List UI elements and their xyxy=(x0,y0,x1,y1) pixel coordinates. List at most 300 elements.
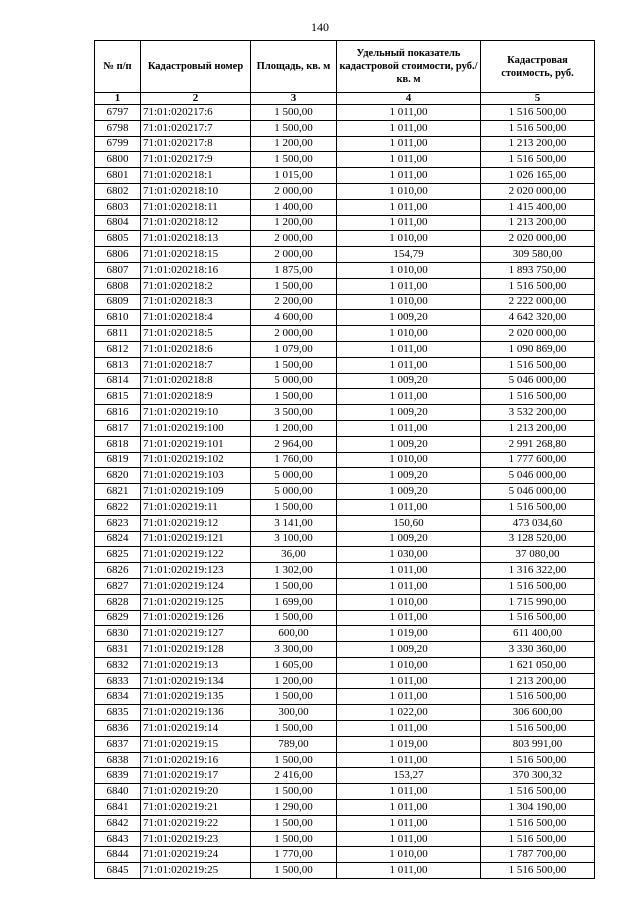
row-number-cell: 6837 xyxy=(95,736,141,752)
unit-value-cell: 1 011,00 xyxy=(337,136,481,152)
cadastral-number-cell: 71:01:020219:12 xyxy=(141,515,251,531)
unit-value-cell: 1 009,20 xyxy=(337,373,481,389)
area-cell: 1 500,00 xyxy=(251,863,337,879)
row-number-cell: 6797 xyxy=(95,105,141,121)
unit-value-cell: 1 011,00 xyxy=(337,152,481,168)
cadastral-number-cell: 71:01:020217:7 xyxy=(141,120,251,136)
cadastral-value-cell: 1 213 200,00 xyxy=(481,215,595,231)
unit-value-cell: 1 010,00 xyxy=(337,657,481,673)
cadastral-value-cell: 2 991 268,80 xyxy=(481,436,595,452)
cadastral-value-cell: 1 516 500,00 xyxy=(481,389,595,405)
cadastral-value-cell: 5 046 000,00 xyxy=(481,373,595,389)
unit-value-cell: 1 011,00 xyxy=(337,578,481,594)
cadastral-value-cell: 3 128 520,00 xyxy=(481,531,595,547)
unit-value-cell: 1 019,00 xyxy=(337,626,481,642)
table-row xyxy=(95,863,595,879)
cadastral-value-cell: 1 787 700,00 xyxy=(481,847,595,863)
row-number-cell: 6838 xyxy=(95,752,141,768)
unit-value-cell: 1 009,20 xyxy=(337,484,481,500)
unit-value-cell: 1 011,00 xyxy=(337,831,481,847)
cadastral-number-cell: 71:01:020219:136 xyxy=(141,705,251,721)
area-cell: 1 875,00 xyxy=(251,262,337,278)
area-cell: 1 500,00 xyxy=(251,105,337,121)
cadastral-number-cell: 71:01:020218:9 xyxy=(141,389,251,405)
table-row xyxy=(95,136,595,152)
cadastral-number-cell: 71:01:020219:135 xyxy=(141,689,251,705)
header-row-number: № п/п xyxy=(95,41,141,93)
cadastral-number-cell: 71:01:020219:127 xyxy=(141,626,251,642)
area-cell: 1 500,00 xyxy=(251,752,337,768)
area-cell: 1 500,00 xyxy=(251,120,337,136)
table-row xyxy=(95,594,595,610)
table-row xyxy=(95,152,595,168)
table-row xyxy=(95,436,595,452)
row-number-cell: 6810 xyxy=(95,310,141,326)
area-cell: 3 500,00 xyxy=(251,405,337,421)
area-cell: 1 500,00 xyxy=(251,689,337,705)
header-cadastral-value: Кадастровая стоимость, руб. xyxy=(481,41,595,93)
cadastral-number-cell: 71:01:020219:16 xyxy=(141,752,251,768)
area-cell: 2 000,00 xyxy=(251,247,337,263)
unit-value-cell: 1 011,00 xyxy=(337,389,481,405)
table-row xyxy=(95,215,595,231)
area-cell: 1 500,00 xyxy=(251,152,337,168)
cadastral-value-cell: 4 642 320,00 xyxy=(481,310,595,326)
cadastral-number-cell: 71:01:020219:14 xyxy=(141,721,251,737)
area-cell: 2 964,00 xyxy=(251,436,337,452)
row-number-cell: 6811 xyxy=(95,326,141,342)
cadastral-value-cell: 1 516 500,00 xyxy=(481,610,595,626)
area-cell: 2 000,00 xyxy=(251,326,337,342)
cadastral-value-cell: 2 020 000,00 xyxy=(481,183,595,199)
area-cell: 36,00 xyxy=(251,547,337,563)
table-row xyxy=(95,199,595,215)
cadastral-number-cell: 71:01:020219:109 xyxy=(141,484,251,500)
unit-value-cell: 1 011,00 xyxy=(337,815,481,831)
cadastral-value-cell: 2 020 000,00 xyxy=(481,326,595,342)
area-cell: 1 605,00 xyxy=(251,657,337,673)
cadastral-value-cell: 1 026 165,00 xyxy=(481,168,595,184)
row-number-cell: 6820 xyxy=(95,468,141,484)
unit-value-cell: 1 009,20 xyxy=(337,531,481,547)
table-row xyxy=(95,531,595,547)
table-row xyxy=(95,262,595,278)
row-number-cell: 6802 xyxy=(95,183,141,199)
row-number-cell: 6813 xyxy=(95,357,141,373)
cadastral-value-cell: 611 400,00 xyxy=(481,626,595,642)
cadastral-value-cell: 1 213 200,00 xyxy=(481,673,595,689)
area-cell: 3 300,00 xyxy=(251,642,337,658)
unit-value-cell: 1 011,00 xyxy=(337,420,481,436)
row-number-cell: 6827 xyxy=(95,578,141,594)
cadastral-value-cell: 1 516 500,00 xyxy=(481,689,595,705)
area-cell: 1 290,00 xyxy=(251,800,337,816)
cadastral-value-cell: 1 213 200,00 xyxy=(481,136,595,152)
cadastral-value-cell: 1 304 190,00 xyxy=(481,800,595,816)
cadastral-number-cell: 71:01:020219:21 xyxy=(141,800,251,816)
table-row xyxy=(95,499,595,515)
row-number-cell: 6800 xyxy=(95,152,141,168)
cadastral-value-cell: 1 516 500,00 xyxy=(481,815,595,831)
table-row xyxy=(95,389,595,405)
row-number-cell: 6823 xyxy=(95,515,141,531)
row-number-cell: 6829 xyxy=(95,610,141,626)
area-cell: 300,00 xyxy=(251,705,337,721)
row-number-cell: 6836 xyxy=(95,721,141,737)
area-cell: 5 000,00 xyxy=(251,468,337,484)
row-number-cell: 6812 xyxy=(95,341,141,357)
row-number-cell: 6816 xyxy=(95,405,141,421)
cadastral-number-cell: 71:01:020218:1 xyxy=(141,168,251,184)
unit-value-cell: 1 010,00 xyxy=(337,231,481,247)
table-row xyxy=(95,452,595,468)
row-number-cell: 6814 xyxy=(95,373,141,389)
unit-value-cell: 1 011,00 xyxy=(337,784,481,800)
unit-value-cell: 1 011,00 xyxy=(337,341,481,357)
cadastral-value-cell: 306 600,00 xyxy=(481,705,595,721)
cadastral-number-cell: 71:01:020219:100 xyxy=(141,420,251,436)
row-number-cell: 6844 xyxy=(95,847,141,863)
table-row xyxy=(95,168,595,184)
area-cell: 5 000,00 xyxy=(251,484,337,500)
cadastral-value-cell: 1 516 500,00 xyxy=(481,752,595,768)
area-cell: 5 000,00 xyxy=(251,373,337,389)
row-number-cell: 6830 xyxy=(95,626,141,642)
area-cell: 1 760,00 xyxy=(251,452,337,468)
cadastral-number-cell: 71:01:020219:11 xyxy=(141,499,251,515)
table-row xyxy=(95,183,595,199)
header-unit-value: Удельный показатель кадастровой стоимости, руб./кв. м xyxy=(337,41,481,93)
unit-value-cell: 1 011,00 xyxy=(337,673,481,689)
unit-value-cell: 1 011,00 xyxy=(337,168,481,184)
area-cell: 1 200,00 xyxy=(251,420,337,436)
cadastral-number-cell: 71:01:020219:124 xyxy=(141,578,251,594)
unit-value-cell: 1 011,00 xyxy=(337,800,481,816)
area-cell: 1 079,00 xyxy=(251,341,337,357)
table-row xyxy=(95,768,595,784)
area-cell: 1 015,00 xyxy=(251,168,337,184)
unit-value-cell: 1 022,00 xyxy=(337,705,481,721)
cadastral-value-cell: 473 034,60 xyxy=(481,515,595,531)
row-number-cell: 6809 xyxy=(95,294,141,310)
cadastral-number-cell: 71:01:020218:11 xyxy=(141,199,251,215)
unit-value-cell: 154,79 xyxy=(337,247,481,263)
row-number-cell: 6843 xyxy=(95,831,141,847)
cadastral-number-cell: 71:01:020219:22 xyxy=(141,815,251,831)
row-number-cell: 6835 xyxy=(95,705,141,721)
cadastral-value-cell: 1 516 500,00 xyxy=(481,120,595,136)
area-cell: 1 500,00 xyxy=(251,357,337,373)
cadastral-number-cell: 71:01:020219:17 xyxy=(141,768,251,784)
cadastral-number-cell: 71:01:020219:13 xyxy=(141,657,251,673)
table-row xyxy=(95,610,595,626)
unit-value-cell: 1 011,00 xyxy=(337,499,481,515)
table-row xyxy=(95,642,595,658)
cadastral-value-cell: 1 516 500,00 xyxy=(481,105,595,121)
area-cell: 1 500,00 xyxy=(251,721,337,737)
page-number: 140 xyxy=(311,20,329,34)
cadastral-value-cell: 1 316 322,00 xyxy=(481,563,595,579)
row-number-cell: 6803 xyxy=(95,199,141,215)
table-row xyxy=(95,294,595,310)
unit-value-cell: 1 009,20 xyxy=(337,642,481,658)
table-row xyxy=(95,547,595,563)
area-cell: 1 200,00 xyxy=(251,136,337,152)
unit-value-cell: 1 011,00 xyxy=(337,863,481,879)
row-number-cell: 6826 xyxy=(95,563,141,579)
unit-value-cell: 1 011,00 xyxy=(337,610,481,626)
unit-value-cell: 1 010,00 xyxy=(337,452,481,468)
row-number-cell: 6817 xyxy=(95,420,141,436)
column-number: 2 xyxy=(141,93,251,105)
header-cadastral-number: Кадастровый номер xyxy=(141,41,251,93)
cadastral-value-cell: 1 090 869,00 xyxy=(481,341,595,357)
table-row xyxy=(95,420,595,436)
row-number-cell: 6801 xyxy=(95,168,141,184)
cadastral-value-cell: 1 893 750,00 xyxy=(481,262,595,278)
unit-value-cell: 1 010,00 xyxy=(337,847,481,863)
cadastral-number-cell: 71:01:020217:6 xyxy=(141,105,251,121)
unit-value-cell: 1 011,00 xyxy=(337,120,481,136)
cadastral-value-cell: 309 580,00 xyxy=(481,247,595,263)
table-row xyxy=(95,578,595,594)
table-row xyxy=(95,563,595,579)
table-row xyxy=(95,673,595,689)
table-row xyxy=(95,231,595,247)
cadastral-number-cell: 71:01:020218:16 xyxy=(141,262,251,278)
cadastral-number-cell: 71:01:020219:102 xyxy=(141,452,251,468)
table-row xyxy=(95,405,595,421)
unit-value-cell: 1 030,00 xyxy=(337,547,481,563)
row-number-cell: 6839 xyxy=(95,768,141,784)
cadastral-number-cell: 71:01:020219:15 xyxy=(141,736,251,752)
area-cell: 1 500,00 xyxy=(251,784,337,800)
row-number-cell: 6825 xyxy=(95,547,141,563)
area-cell: 1 200,00 xyxy=(251,673,337,689)
unit-value-cell: 1 011,00 xyxy=(337,215,481,231)
unit-value-cell: 1 009,20 xyxy=(337,468,481,484)
row-number-cell: 6842 xyxy=(95,815,141,831)
cadastral-number-cell: 71:01:020218:7 xyxy=(141,357,251,373)
cadastral-value-cell: 3 330 360,00 xyxy=(481,642,595,658)
unit-value-cell: 1 009,20 xyxy=(337,310,481,326)
unit-value-cell: 1 019,00 xyxy=(337,736,481,752)
row-number-cell: 6819 xyxy=(95,452,141,468)
cadastral-number-cell: 71:01:020219:134 xyxy=(141,673,251,689)
area-cell: 4 600,00 xyxy=(251,310,337,326)
unit-value-cell: 1 010,00 xyxy=(337,183,481,199)
table-row xyxy=(95,278,595,294)
column-number: 1 xyxy=(95,93,141,105)
table-row xyxy=(95,310,595,326)
unit-value-cell: 1 009,20 xyxy=(337,436,481,452)
table-row xyxy=(95,484,595,500)
table-row xyxy=(95,657,595,673)
row-number-cell: 6834 xyxy=(95,689,141,705)
area-cell: 2 200,00 xyxy=(251,294,337,310)
row-number-cell: 6808 xyxy=(95,278,141,294)
row-number-cell: 6824 xyxy=(95,531,141,547)
cadastral-value-cell: 3 532 200,00 xyxy=(481,405,595,421)
row-number-cell: 6799 xyxy=(95,136,141,152)
cadastral-number-cell: 71:01:020219:122 xyxy=(141,547,251,563)
cadastral-number-cell: 71:01:020218:4 xyxy=(141,310,251,326)
table-row xyxy=(95,341,595,357)
cadastral-value-cell: 1 516 500,00 xyxy=(481,831,595,847)
cadastral-value-cell: 1 621 050,00 xyxy=(481,657,595,673)
table-row xyxy=(95,815,595,831)
cadastral-number-cell: 71:01:020219:23 xyxy=(141,831,251,847)
cadastral-value-cell: 1 516 500,00 xyxy=(481,499,595,515)
cadastral-number-cell: 71:01:020219:126 xyxy=(141,610,251,626)
area-cell: 1 500,00 xyxy=(251,499,337,515)
area-cell: 2 000,00 xyxy=(251,183,337,199)
cadastral-value-cell: 1 213 200,00 xyxy=(481,420,595,436)
cadastral-number-cell: 71:01:020218:3 xyxy=(141,294,251,310)
table-row xyxy=(95,721,595,737)
column-number: 3 xyxy=(251,93,337,105)
cadastral-number-cell: 71:01:020218:6 xyxy=(141,341,251,357)
table-row xyxy=(95,515,595,531)
area-cell: 1 302,00 xyxy=(251,563,337,579)
area-cell: 1 500,00 xyxy=(251,831,337,847)
cadastral-value-cell: 1 516 500,00 xyxy=(481,863,595,879)
area-cell: 3 141,00 xyxy=(251,515,337,531)
cadastral-number-cell: 71:01:020218:5 xyxy=(141,326,251,342)
area-cell: 1 699,00 xyxy=(251,594,337,610)
row-number-cell: 6833 xyxy=(95,673,141,689)
unit-value-cell: 150,60 xyxy=(337,515,481,531)
unit-value-cell: 1 011,00 xyxy=(337,689,481,705)
table-row xyxy=(95,831,595,847)
row-number-cell: 6798 xyxy=(95,120,141,136)
area-cell: 1 500,00 xyxy=(251,815,337,831)
area-cell: 2 000,00 xyxy=(251,231,337,247)
area-cell: 3 100,00 xyxy=(251,531,337,547)
unit-value-cell: 1 010,00 xyxy=(337,326,481,342)
cadastral-value-cell: 1 516 500,00 xyxy=(481,152,595,168)
table-row xyxy=(95,626,595,642)
table-row xyxy=(95,105,595,121)
cadastral-value-cell: 2 222 000,00 xyxy=(481,294,595,310)
unit-value-cell: 1 010,00 xyxy=(337,594,481,610)
table-row xyxy=(95,736,595,752)
unit-value-cell: 1 011,00 xyxy=(337,721,481,737)
cadastral-value-cell: 1 516 500,00 xyxy=(481,578,595,594)
area-cell: 1 500,00 xyxy=(251,278,337,294)
cadastral-number-cell: 71:01:020219:10 xyxy=(141,405,251,421)
column-number: 4 xyxy=(337,93,481,105)
area-cell: 1 400,00 xyxy=(251,199,337,215)
cadastral-value-cell: 1 516 500,00 xyxy=(481,278,595,294)
column-number: 5 xyxy=(481,93,595,105)
unit-value-cell: 1 011,00 xyxy=(337,357,481,373)
unit-value-cell: 1 010,00 xyxy=(337,294,481,310)
unit-value-cell: 1 011,00 xyxy=(337,278,481,294)
row-number-cell: 6840 xyxy=(95,784,141,800)
table-row xyxy=(95,373,595,389)
table-row xyxy=(95,326,595,342)
header-area: Площадь, кв. м xyxy=(251,41,337,93)
table-row xyxy=(95,847,595,863)
table-row xyxy=(95,120,595,136)
cadastral-number-cell: 71:01:020219:103 xyxy=(141,468,251,484)
area-cell: 1 770,00 xyxy=(251,847,337,863)
table-row xyxy=(95,357,595,373)
area-cell: 1 500,00 xyxy=(251,610,337,626)
cadastral-value-cell: 1 516 500,00 xyxy=(481,721,595,737)
unit-value-cell: 1 011,00 xyxy=(337,563,481,579)
cadastral-number-cell: 71:01:020218:12 xyxy=(141,215,251,231)
table-row xyxy=(95,784,595,800)
cadastral-number-cell: 71:01:020219:20 xyxy=(141,784,251,800)
cadastral-number-cell: 71:01:020219:128 xyxy=(141,642,251,658)
unit-value-cell: 1 010,00 xyxy=(337,262,481,278)
row-number-cell: 6818 xyxy=(95,436,141,452)
table-row xyxy=(95,247,595,263)
row-number-cell: 6806 xyxy=(95,247,141,263)
cadastral-number-cell: 71:01:020218:15 xyxy=(141,247,251,263)
table-header-row xyxy=(95,41,595,93)
area-cell: 1 200,00 xyxy=(251,215,337,231)
table-row xyxy=(95,800,595,816)
row-number-cell: 6845 xyxy=(95,863,141,879)
area-cell: 1 500,00 xyxy=(251,389,337,405)
cadastral-number-cell: 71:01:020219:123 xyxy=(141,563,251,579)
cadastral-number-cell: 71:01:020218:2 xyxy=(141,278,251,294)
cadastral-value-cell: 1 415 400,00 xyxy=(481,199,595,215)
row-number-cell: 6828 xyxy=(95,594,141,610)
table-row xyxy=(95,689,595,705)
unit-value-cell: 1 011,00 xyxy=(337,752,481,768)
cadastral-value-cell: 1 516 500,00 xyxy=(481,357,595,373)
cadastral-number-cell: 71:01:020219:125 xyxy=(141,594,251,610)
cadastral-value-cell: 803 991,00 xyxy=(481,736,595,752)
table-row xyxy=(95,705,595,721)
cadastral-value-cell: 1 715 990,00 xyxy=(481,594,595,610)
cadastral-number-cell: 71:01:020218:13 xyxy=(141,231,251,247)
cadastral-value-cell: 1 777 600,00 xyxy=(481,452,595,468)
cadastral-number-cell: 71:01:020219:101 xyxy=(141,436,251,452)
row-number-cell: 6822 xyxy=(95,499,141,515)
cadastral-value-cell: 1 516 500,00 xyxy=(481,784,595,800)
cadastral-number-cell: 71:01:020217:8 xyxy=(141,136,251,152)
unit-value-cell: 1 011,00 xyxy=(337,105,481,121)
area-cell: 789,00 xyxy=(251,736,337,752)
area-cell: 2 416,00 xyxy=(251,768,337,784)
cadastral-value-table xyxy=(94,40,595,879)
cadastral-number-cell: 71:01:020219:25 xyxy=(141,863,251,879)
cadastral-value-cell: 2 020 000,00 xyxy=(481,231,595,247)
cadastral-number-cell: 71:01:020219:24 xyxy=(141,847,251,863)
row-number-cell: 6832 xyxy=(95,657,141,673)
row-number-cell: 6841 xyxy=(95,800,141,816)
area-cell: 1 500,00 xyxy=(251,578,337,594)
row-number-cell: 6805 xyxy=(95,231,141,247)
cadastral-value-cell: 370 300,32 xyxy=(481,768,595,784)
unit-value-cell: 153,27 xyxy=(337,768,481,784)
row-number-cell: 6804 xyxy=(95,215,141,231)
cadastral-number-cell: 71:01:020219:121 xyxy=(141,531,251,547)
cadastral-number-cell: 71:01:020218:8 xyxy=(141,373,251,389)
area-cell: 600,00 xyxy=(251,626,337,642)
unit-value-cell: 1 011,00 xyxy=(337,199,481,215)
column-numbers-row xyxy=(95,93,595,105)
table-row xyxy=(95,752,595,768)
cadastral-value-cell: 37 080,00 xyxy=(481,547,595,563)
cadastral-value-cell: 5 046 000,00 xyxy=(481,468,595,484)
cadastral-number-cell: 71:01:020217:9 xyxy=(141,152,251,168)
